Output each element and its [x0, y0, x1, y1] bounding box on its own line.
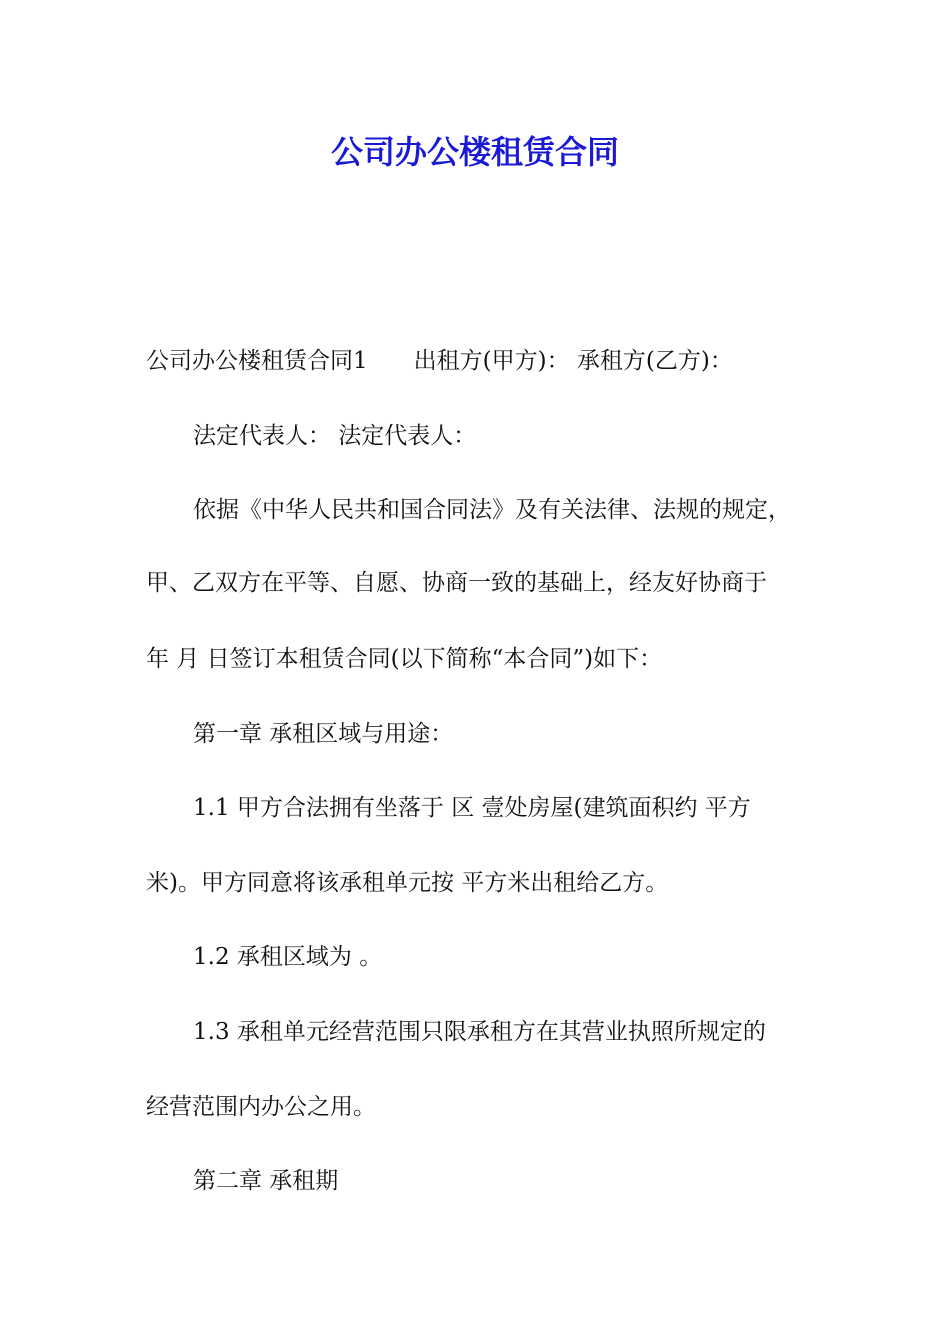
lessor-label: 出租方(甲方)： [413, 348, 570, 374]
clause-1-1-line-1: 1.1 甲方合法拥有坐落于 区 壹处房屋(建筑面积约 平方 [193, 795, 751, 821]
chapter-2-heading: 第二章 承租期 [193, 1168, 339, 1194]
clause-1-2: 1.2 承租区域为 。 [193, 944, 383, 970]
document-title: 公司办公楼租赁合同 [330, 133, 619, 171]
intro-line-3: 年 月 日签订本租赁合同(以下简称“本合同”)如下： [146, 646, 663, 672]
header-line [146, 344, 826, 378]
clause-1-3-line-1: 1.3 承租单元经营范围只限承租方在其营业执照所规定的 [193, 1019, 766, 1045]
clause-1-3-line-2: 经营范围内办公之用。 [146, 1094, 376, 1120]
intro-line-2: 甲、乙双方在平等、自愿、协商一致的基础上，经友好协商于 [146, 570, 767, 596]
intro-line-1: 依据《中华人民共和国合同法》及有关法律、法规的规定， [193, 497, 791, 523]
doc-name: 公司办公楼租赁合同1 [146, 348, 368, 374]
chapter-1-heading: 第一章 承租区域与用途： [193, 721, 454, 747]
lessee-label: 承租方(乙方)： [576, 348, 733, 374]
representatives-line: 法定代表人： 法定代表人： [193, 423, 477, 449]
clause-1-1-line-2: 米)。甲方同意将该承租单元按 平方米出租给乙方。 [146, 870, 669, 896]
